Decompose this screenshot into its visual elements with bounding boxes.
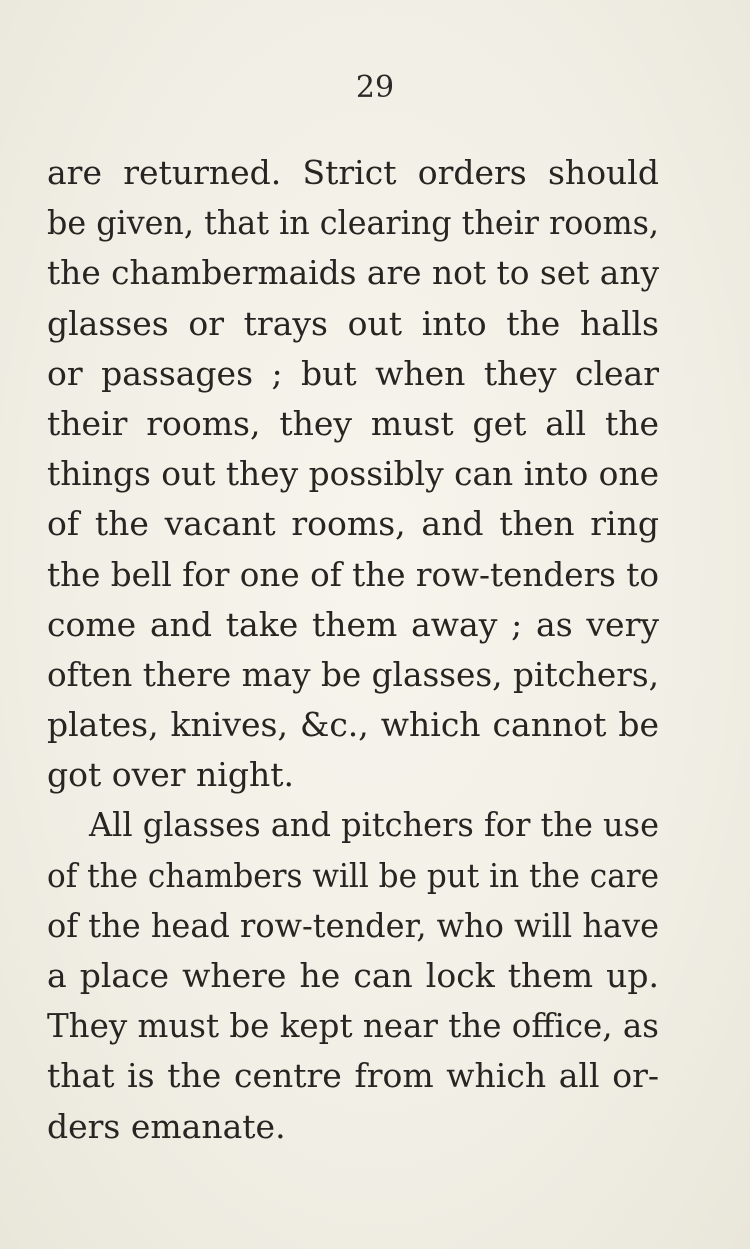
page-number: 29 bbox=[355, 70, 395, 105]
text-line: All glasses and pitchers for the use bbox=[89, 805, 659, 845]
paragraph bbox=[47, 800, 659, 1151]
paragraph bbox=[47, 148, 659, 800]
text-line: things out they possibly can into one bbox=[47, 454, 659, 494]
text-line: a place where he can lock them up. bbox=[47, 956, 659, 995]
text-line: that is the centre from which all or- bbox=[47, 1056, 659, 1096]
text-line: of the chambers will be put in the care bbox=[47, 855, 659, 895]
text-line: glasses or trays out into the halls bbox=[47, 303, 659, 343]
text-line: They must be kept near the office, as bbox=[47, 1006, 659, 1046]
text-line: plates, knives, &c., which cannot be bbox=[47, 705, 659, 745]
text-line: are returned. Strict orders should bbox=[47, 153, 659, 192]
text-line: of the head row-tender, who will have bbox=[47, 905, 659, 945]
text-line: often there may be glasses, pitchers, bbox=[47, 654, 659, 694]
text-line: ders emanate. bbox=[47, 1106, 286, 1146]
body-text bbox=[47, 148, 659, 1152]
text-line: be given, that in clearing their rooms, bbox=[47, 203, 659, 243]
text-line: come and take them away ; as very bbox=[47, 604, 659, 644]
text-line: or passages ; but when they clear bbox=[47, 353, 659, 393]
text-line: of the vacant rooms, and then ring bbox=[47, 504, 659, 544]
text-line: the chambermaids are not to set any bbox=[47, 253, 659, 293]
text-line: got over night. bbox=[47, 755, 294, 795]
text-line: their rooms, they must get all the bbox=[47, 403, 659, 443]
text-line: the bell for one of the row-tenders to bbox=[47, 554, 659, 594]
